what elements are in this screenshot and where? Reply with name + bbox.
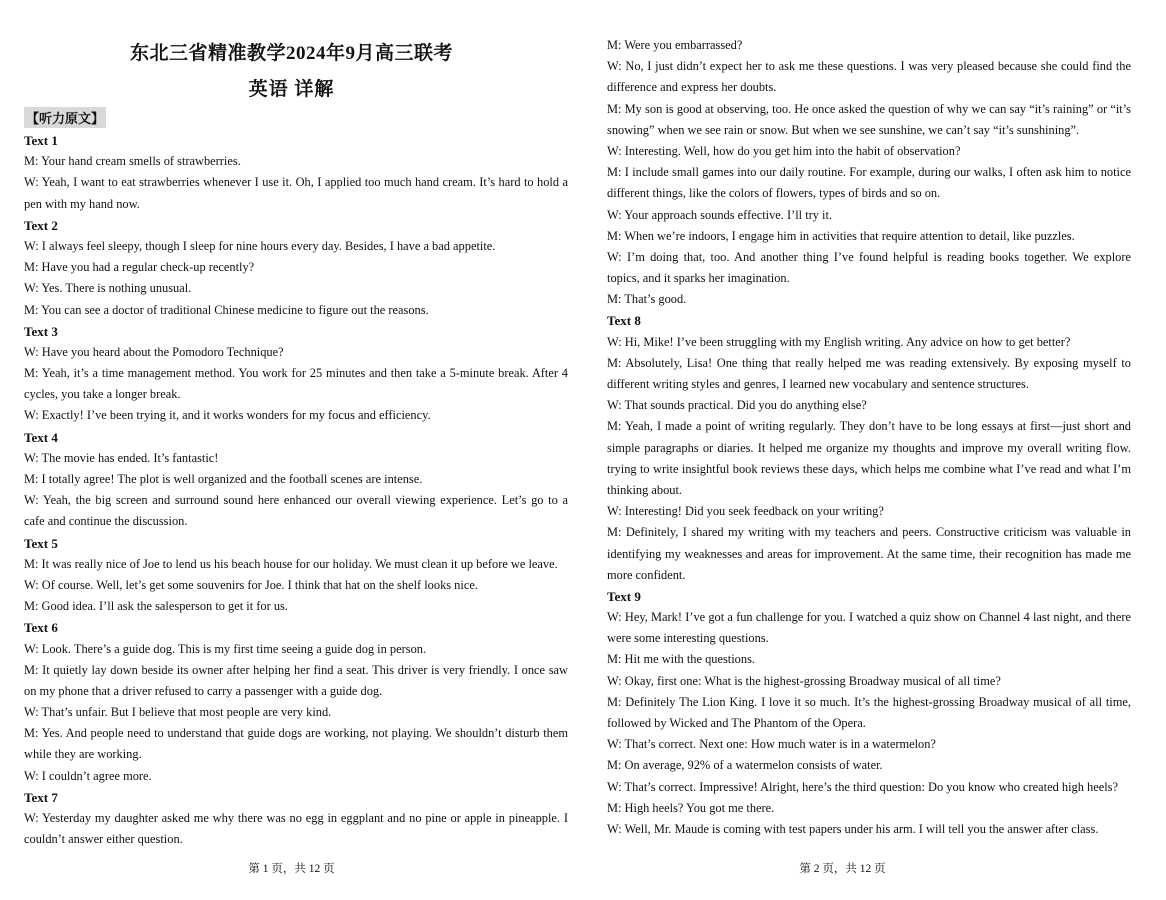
transcript-line: W: Exactly! I’ve been trying it, and it works wonders for my focus and efficiency. <box>24 408 431 423</box>
transcript-line: M: Yeah, it’s a time management method. You work for 25 minutes and then take a 5-minute break. After 4 <box>24 366 568 381</box>
transcript-line: M: Good idea. I’ll ask the salesperson to get it for us. <box>24 599 288 614</box>
transcript-line: W: That’s correct. Next one: How much water is in a watermelon? <box>607 737 936 752</box>
transcript-line: M: Definitely, I shared my writing with my teachers and peers. Constructive criticism was valuable in <box>607 525 1131 540</box>
transcript-line: M: Have you had a regular check-up recently? <box>24 260 255 275</box>
transcript-line: while they are working. <box>24 747 142 762</box>
transcript-line: W: Yesterday my daughter asked me why there was no egg in eggplant and no pine or apple in pineapple. I <box>24 811 568 825</box>
transcript-line: W: I couldn’t agree more. <box>24 768 152 783</box>
transcript-line: couldn’t answer either question. <box>24 832 183 847</box>
transcript-line: W: I always feel sleepy, though I sleep for nine hours every day. Besides, I have a bad appetite. <box>24 238 496 253</box>
transcript-line: cycles, you take a longer break. <box>24 387 181 402</box>
text-heading: Text 9 <box>607 588 641 604</box>
text-heading: Text 7 <box>24 789 58 805</box>
page-1-text-block <box>24 130 568 850</box>
transcript-line: W: Okay, first one: What is the highest-grossing Broadway musical of all time? <box>607 673 1001 688</box>
transcript-line: M: Definitely The Lion King. I love it so much. It’s the highest-grossing Broadway musical of all time, <box>607 694 1131 709</box>
transcript-line: W: Hey, Mark! I’ve got a fun challenge for you. I watched a quiz show on Channel 4 last night, and there <box>607 610 1131 625</box>
transcript-line: simple paragraphs or diaries. It helped me organize my thoughts and improve my overall writing flow. <box>607 440 1131 455</box>
transcript-line: W: The movie has ended. It’s fantastic! <box>24 450 219 465</box>
document-subtitle: 英语 详解 <box>248 79 335 100</box>
transcript-line: M: Absolutely, Lisa! One thing that really helped me was reading extensively. By exposing myself to <box>607 355 1131 370</box>
transcript-line: M: When we’re indoors, I engage him in activities that require attention to detail, like puzzles. <box>607 228 1075 243</box>
text-heading: Text 5 <box>24 535 58 551</box>
transcript-line: M: My son is good at observing, too. He once asked the question of why we can say “it’s raining” or “it’s <box>607 101 1131 116</box>
transcript-line: M: Your hand cream smells of strawberries. <box>24 154 241 169</box>
transcript-line: trying to write insightful book reviews these days, which helps me combine what I’ve read and what I’m <box>607 461 1131 476</box>
transcript-line: W: Interesting. Well, how do you get him into the habit of observation? <box>607 143 961 158</box>
page-2-text-block <box>607 35 1131 840</box>
transcript-line: W: Yeah, the big screen and surround sound here enhanced our overall viewing experience. Let’s go to a <box>24 493 568 508</box>
text-heading: Text 3 <box>24 323 58 339</box>
text-heading: Text 4 <box>24 429 58 445</box>
transcript-line: were some interesting questions. <box>607 631 769 646</box>
transcript-line: cafe and continue the discussion. <box>24 514 188 529</box>
transcript-line: M: I totally agree! The plot is well organized and the football scenes are intense. <box>24 472 423 486</box>
transcript-line: M: Were you embarrassed? <box>607 38 743 52</box>
transcript-line: M: Yeah, I made a point of writing regularly. They don’t have to be long essays at first—just short and <box>607 419 1131 434</box>
transcript-line: topics, and it sparks her imagination. <box>607 271 790 286</box>
text-heading: Text 8 <box>607 313 641 329</box>
page-number-footer: 第 1 页，共 12 页 <box>248 863 335 875</box>
transcript-line: M: I include small games into our daily routine. For example, during our walks, I often ask him to notice <box>607 165 1131 180</box>
document-title: 东北三省精准教学2024年9月高三联考 <box>129 43 453 64</box>
transcript-line: on my phone that a driver refused to carry a passenger with a guide dog. <box>24 683 383 698</box>
transcript-line: W: That’s unfair. But I believe that most people are very kind. <box>24 705 332 720</box>
text-heading: Text 2 <box>24 217 58 233</box>
transcript-line: W: I’m doing that, too. And another thing I’ve found helpful is reading books together. We explore <box>607 249 1131 264</box>
transcript-line: M: Hit me with the questions. <box>607 652 755 667</box>
transcript-line: difference and express her doubts. <box>607 80 777 95</box>
transcript-line: W: That’s correct. Impressive! Alright, here’s the third question: Do you know who created high heels? <box>607 779 1118 794</box>
transcript-line: M: High heels? You got me there. <box>607 800 775 815</box>
transcript-line: M: It quietly lay down beside its owner after helping her find a seat. This driver is very friendly. I once saw <box>24 662 568 677</box>
transcript-line: snowing” when we see rain or snow. But when we see sunshine, we can’t say “it’s sunshining”. <box>607 122 1080 137</box>
transcript-line: M: That’s good. <box>607 292 687 307</box>
text-heading: Text 1 <box>24 133 58 148</box>
transcript-line: W: Yeah, I want to eat strawberries whenever I use it. Oh, I applied too much hand cream. It’s hard to hold a <box>24 175 568 190</box>
transcript-line: W: Hi, Mike! I’ve been struggling with my English writing. Any advice on how to get better? <box>607 334 1071 349</box>
transcript-line: W: Have you heard about the Pomodoro Technique? <box>24 344 284 359</box>
transcript-line: M: On average, 92% of a watermelon consists of water. <box>607 758 883 773</box>
transcript-line: W: Look. There’s a guide dog. This is my first time seeing a guide dog in person. <box>24 641 427 656</box>
transcript-line: W: That sounds practical. Did you do anything else? <box>607 398 867 413</box>
transcript-line: W: Yes. There is nothing unusual. <box>24 281 192 296</box>
transcript-line: M: It was really nice of Joe to lend us his beach house for our holiday. We must clean it up before we leave. <box>24 556 558 571</box>
page-number-footer: 第 2 页，共 12 页 <box>799 863 886 875</box>
transcript-line: W: No, I just didn’t expect her to ask me these questions. I was very pleased because she could find the <box>607 59 1131 74</box>
transcript-line: pen with my hand now. <box>24 196 140 211</box>
text-heading: Text 6 <box>24 620 58 636</box>
transcript-line: different things, like the colors of flowers, types of birds and so on. <box>607 186 941 201</box>
transcript-line: W: Your approach sounds effective. I’ll try it. <box>607 207 833 222</box>
transcript-line: M: Yes. And people need to understand that guide dogs are working, not playing. We shouldn’t disturb them <box>24 726 568 741</box>
transcript-line: identifying my weaknesses and areas for improvement. At the same time, their recognition has made me <box>607 546 1131 561</box>
transcript-line: thinking about. <box>607 482 683 497</box>
transcript-line: M: You can see a doctor of traditional Chinese medicine to figure out the reasons. <box>24 302 429 317</box>
transcript-line: different writing styles and genres, I learned new vocabulary and sentence structures. <box>607 377 1029 391</box>
transcript-line: more confident. <box>607 567 686 582</box>
transcript-line: followed by Wicked and The Phantom of the Opera. <box>607 716 866 730</box>
transcript-line: W: Interesting! Did you seek feedback on your writing? <box>607 504 884 519</box>
section-label-listening-transcript: 【听力原文】 <box>24 107 106 128</box>
transcript-line: W: Well, Mr. Maude is coming with test papers under his arm. I will tell you the answer after class. <box>607 821 1099 836</box>
transcript-line: W: Of course. Well, let’s get some souvenirs for Joe. I think that hat on the shelf looks nice. <box>24 577 478 592</box>
